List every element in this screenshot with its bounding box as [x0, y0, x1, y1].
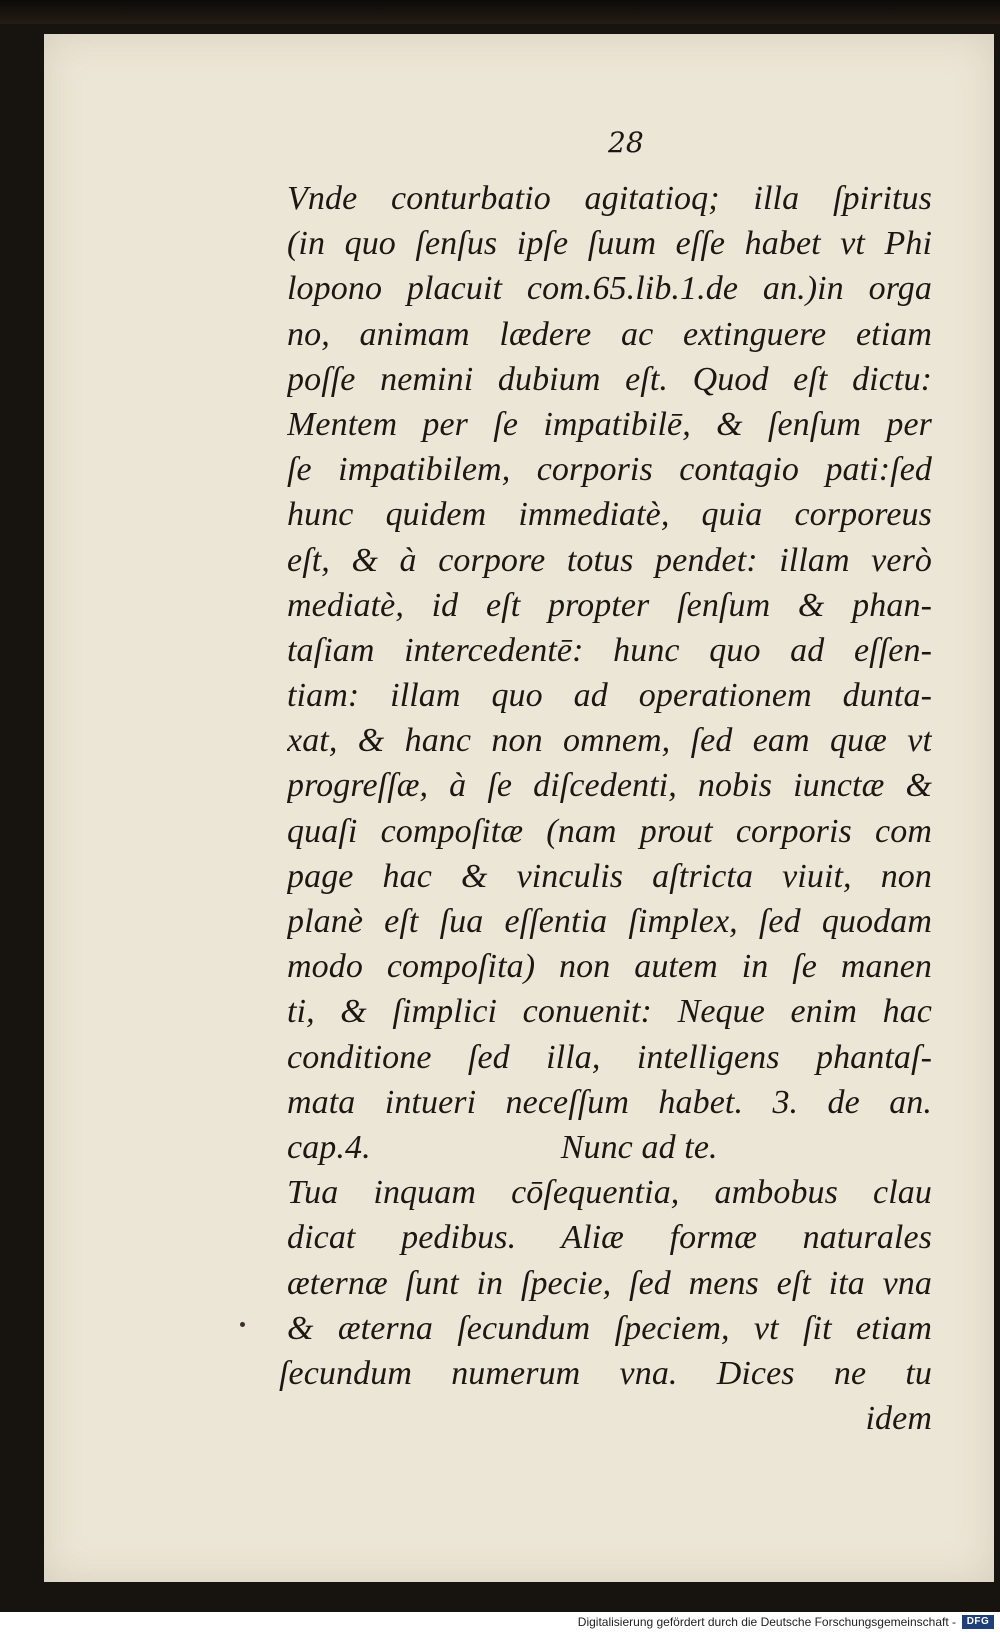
text-line: dicat pedibus. Aliæ formæ naturales	[287, 1219, 932, 1257]
text-line: no, animam lædere ac extinguere etiam	[287, 315, 932, 353]
text-line: modo compoſita) non autem in ſe manen	[287, 948, 932, 986]
text-line: xat, & hanc non omnem, ſed eam quæ vt	[287, 722, 932, 760]
page-number: 28	[608, 126, 644, 159]
text-line: ti, & ſimplici conuenit: Neque enim hac	[287, 993, 932, 1031]
text-line: planè eſt ſua eſſentia ſimplex, ſed quodam	[287, 903, 932, 940]
text-line: æternæ ſunt in ſpecie, ſed mens eſt ita vna	[287, 1264, 932, 1302]
cap-reference: cap.4.	[287, 1128, 371, 1166]
text-line: lopono placuit com.65.lib.1.de an.)in orga	[287, 270, 932, 308]
text-line: (in quo ſenſus ipſe ſuum eſſe habet vt Phi	[287, 225, 932, 263]
text-line: Mentem per ſe impatibilē, & ſenſum per	[287, 405, 932, 443]
text-line: poſſe nemini dubium eſt. Quod eſt dictu:	[287, 360, 932, 398]
text-line: conditione ſed illa, intelligens phantaſ-	[287, 1038, 932, 1076]
catchword: idem	[865, 1400, 932, 1438]
digitization-footer	[0, 1612, 1000, 1633]
text-line: & æterna ſecundum ſpeciem, vt ſit etiam	[287, 1309, 932, 1347]
ink-speck	[240, 1322, 245, 1327]
text-line: tiam: illam quo ad operationem dunta-	[287, 677, 932, 715]
scan-top-edge	[0, 0, 1000, 24]
text-line: ſecundum numerum vna. Dices ne tu	[279, 1354, 932, 1392]
dfg-logo: DFG	[962, 1615, 994, 1629]
text-line: progreſſæ, à ſe diſcedenti, nobis iunctæ &	[287, 767, 932, 805]
text-line: ſe impatibilem, corporis contagio pati:ſed	[287, 451, 932, 489]
section-heading: Nunc ad te.	[560, 1128, 718, 1166]
footer-credit: Digitalisierung gefördert durch die Deutsche Forschungsgemeinschaft -	[577, 1615, 956, 1629]
cap-line	[287, 1125, 932, 1170]
text-line: hunc quidem immediatè, quia corporeus	[287, 496, 932, 534]
text-line: quaſi compoſitæ (nam prout corporis com	[287, 812, 932, 850]
text-line: mata intueri neceſſum habet. 3. de an.	[287, 1083, 932, 1121]
text-line: mediatè, id eſt propter ſenſum & phan-	[287, 586, 932, 624]
text-line: eſt, & à corpore totus pendet: illam verò	[287, 541, 932, 579]
cap-gap	[371, 1125, 561, 1170]
text-line: Vnde conturbatio agitatioq; illa ſpiritus	[287, 180, 932, 217]
text-line: Tua inquam cōſequentia, ambobus clau	[287, 1174, 932, 1212]
text-line: taſiam intercedentē: hunc quo ad eſſen-	[287, 631, 932, 669]
text-line: page hac & vinculis aſtricta viuit, non	[287, 857, 932, 895]
body-text	[279, 176, 932, 1441]
